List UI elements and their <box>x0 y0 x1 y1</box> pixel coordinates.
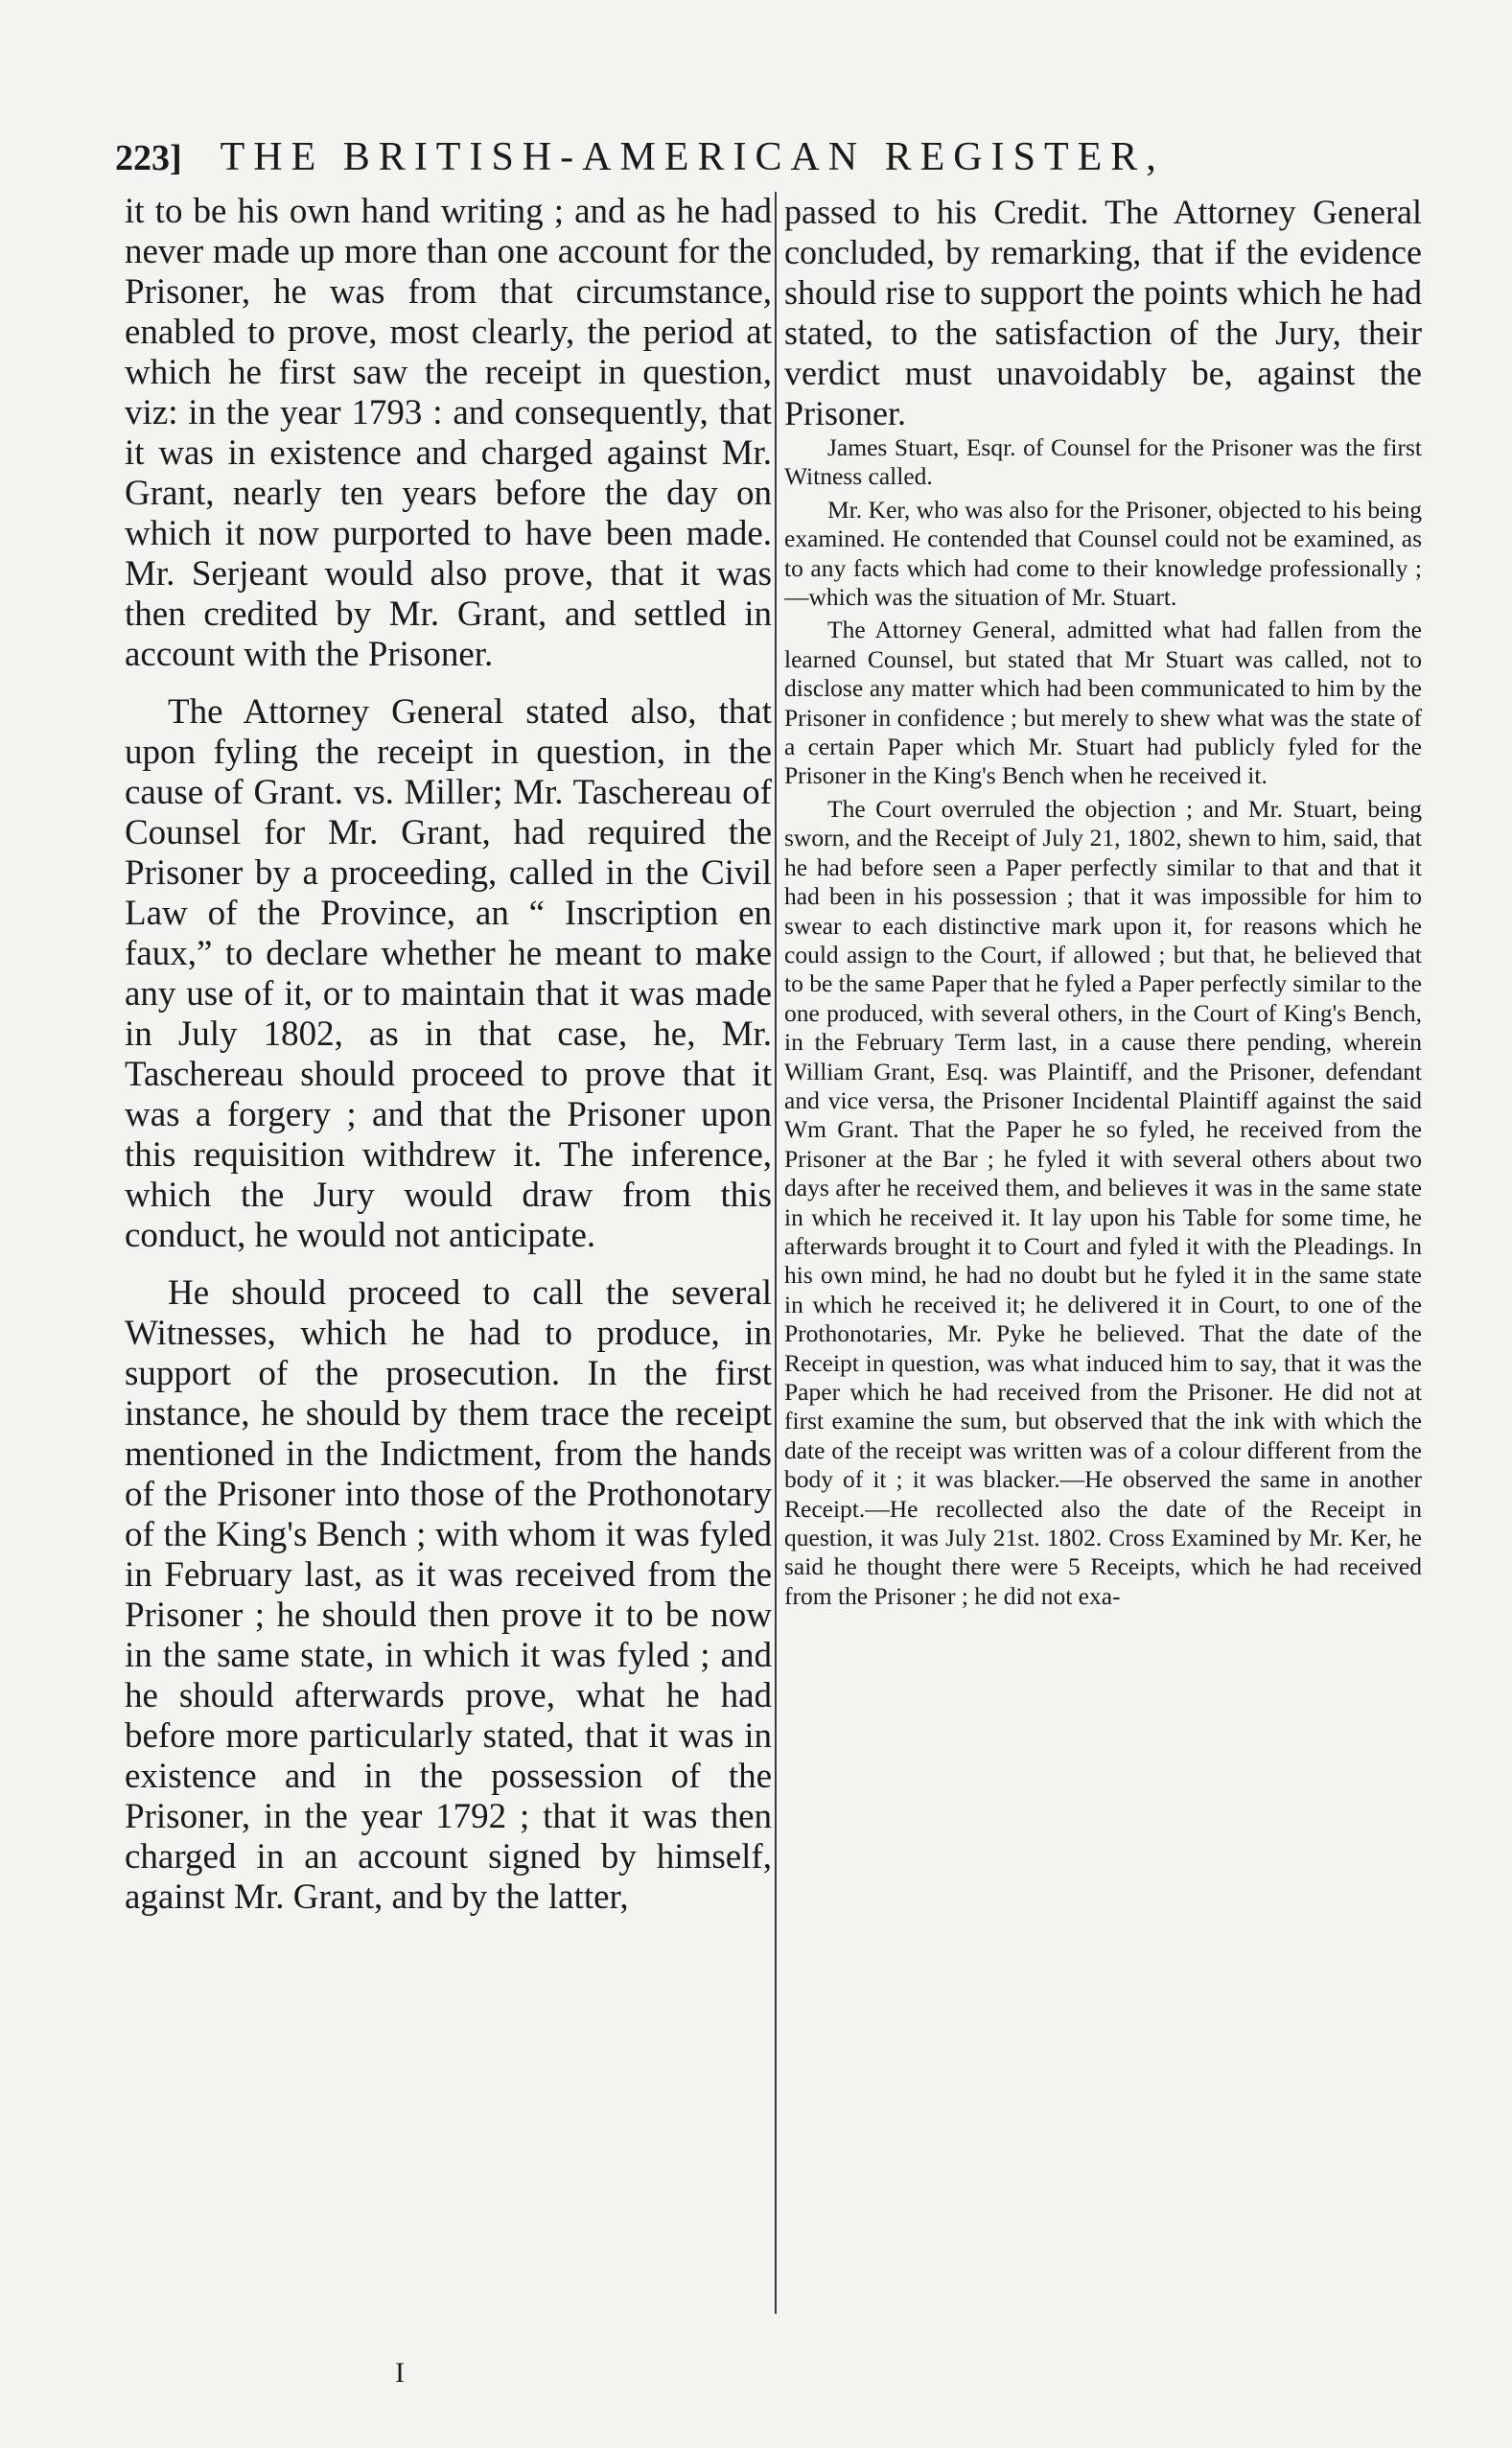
left-paragraph: He should proceed to call the several Witnesses, which he had to produce, in support of the prosecution. In the first instance, he should by them trace the receipt mentioned in the Indictment, from the hands of the Prisoner into those of the Prothonotary of the King's Bench ; with whom it was fyled in February last, as it was received from the Prisoner ; he should then prove it to be now in the same state, in which it was fyled ; and he should afterwards prove, what he had before more particularly stated, that it was in existence and in the possession of the Prisoner, in the year 1792 ; that it was then charged in an account signed by himself, against Mr. Grant, and by the latter, <box>125 1273 772 1917</box>
right-paragraph: passed to his Credit. The Attorney General concluded, by remarking, that if the evidence should rise to support the points which he had stated, to the satisfaction of the Jury, their verdict must unavoidably be, against the Prisoner. <box>784 193 1422 432</box>
left-column <box>125 192 772 2323</box>
right-paragraph: Mr. Ker, who was also for the Prisoner, objected to his being examined. He contended that Counsel could not be examined, as to any facts which had come to their knowledge professionally ;—which was the situation of Mr. Stuart. <box>784 495 1422 612</box>
left-paragraph: The Attorney General stated also, that upon fyling the receipt in question, in the cause of Grant. vs. Miller; Mr. Taschereau of Counsel for Mr. Grant, had required the Prisoner by a proceeding, called in the Civil Law of the Province, an “ Inscription en faux,” to declare whether he meant to make any use of it, or to maintain that it was made in July 1802, as in that case, he, Mr. Taschereau should proceed to prove that it was a forgery ; and that the Prisoner upon this requisition withdrew it. The inference, which the Jury would draw from this conduct, he would not anticipate. <box>125 692 772 1255</box>
footer-mark: I <box>395 2357 405 2389</box>
right-paragraph: The Attorney General, admitted what had fallen from the learned Counsel, but stated that Mr Stuart was called, not to disclose any matter which had been communicated to him by the Prisoner in confidence ; but merely to shew what was the state of a certain Paper which Mr. Stuart had publicly fyled for the Prisoner in the King's Bench when he received it. <box>784 616 1422 790</box>
column-divider <box>775 192 777 2314</box>
right-paragraph: James Stuart, Esqr. of Counsel for the Prisoner was the first Witness called. <box>784 433 1422 491</box>
page-number: 223] <box>115 138 182 178</box>
left-paragraph: it to be his own hand writing ; and as he had never made up more than one account for the Prisoner, he was from that circumstance, enabled to prove, most clearly, the period at which he first saw the receipt in question, viz: in the year 1793 : and consequently, that it was in existence and charged against Mr. Grant, nearly ten years before the day on which it now purported to have been made. Mr. Serjeant would also prove, that it was then credited by Mr. Grant, and settled in account with the Prisoner. <box>125 192 772 674</box>
page-header <box>115 134 1304 192</box>
right-column <box>784 192 1422 2323</box>
right-paragraph: The Court overruled the objection ; and Mr. Stuart, being sworn, and the Receipt of July 21, 1802, shewn to him, said, that he had before seen a Paper perfectly similar to that and that it had been in his possession ; that it was impossible for him to swear to each distinctive mark upon it, for reasons which he could assign to the Court, if allowed ; but that, he believed that to be the same Paper that he fyled a Paper perfectly similar to the one produced, with several others, in the Court of King's Bench, in the February Term last, in a cause there pending, wherein William Grant, Esq. was Plaintiff, and the Prisoner, defendant and vice versa, the Prisoner Incidental Plaintiff against the said Wm Grant. That the Paper he so fyled, he received from the Prisoner at the Bar ; he fyled it with several others about two days after he received them, and believes it was in the same state in which he received it. It lay upon his Table for some time, he afterwards brought it to Court and fyled it with the Pleadings. In his own mind, he had no doubt but he fyled it in the same state in which he received it; he delivered it in Court, to one of the Prothonotaries, Mr. Pyke he believed. That the date of the Receipt in question, was what induced him to say, that it was the Paper which he had received from the Prisoner. He did not at first examine the sum, but observed that the ink with which the date of the receipt was written was of a colour different from the body of it ; it was blacker.—He observed the same in another Receipt.—He recollected also the date of the Receipt in question, it was July 21st. 1802. Cross Examined by Mr. Ker, he said he thought there were 5 Receipts, which he had received from the Prisoner ; he did not exa- <box>784 794 1422 1610</box>
running-title: THE BRITISH-AMERICAN REGISTER, <box>220 135 1165 179</box>
